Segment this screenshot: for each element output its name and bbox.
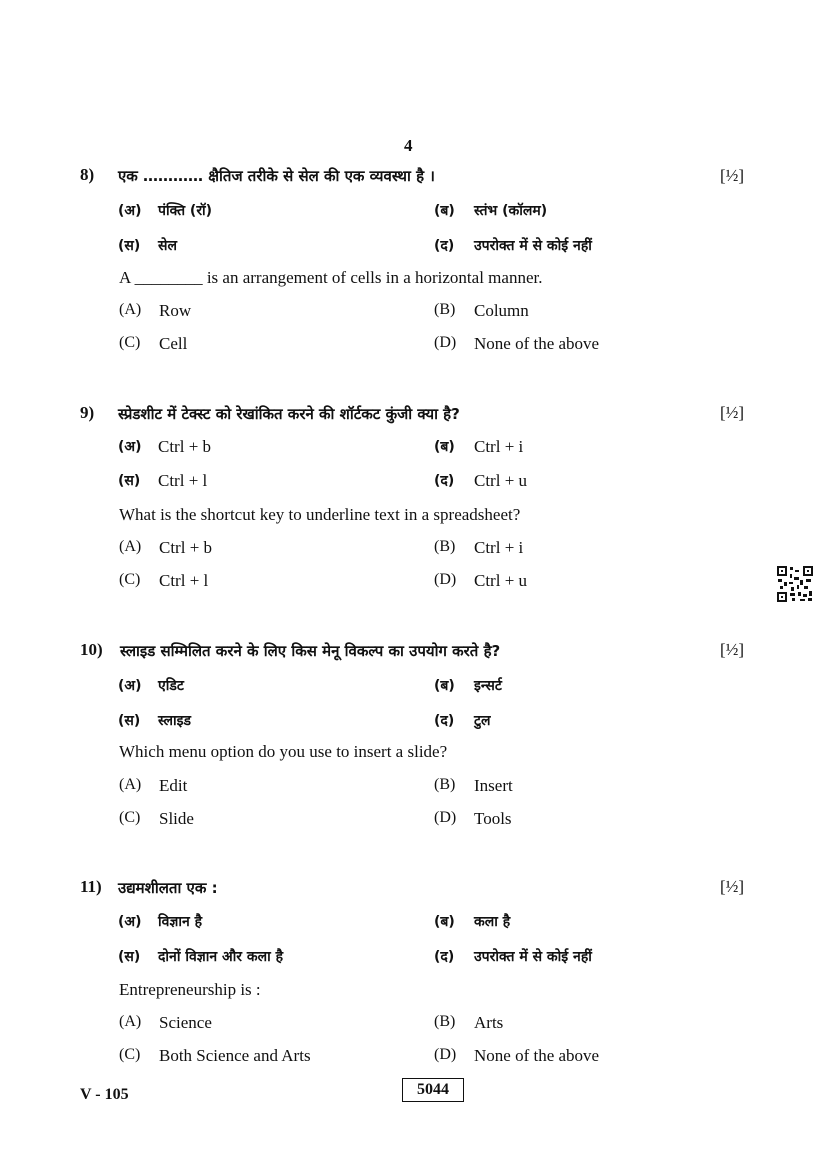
option-english: (B) Insert [434,776,513,795]
question-text-english: A ________ is an arrangement of cells in a horizontal manner. [119,268,543,287]
option-hindi: (अ) Ctrl + b [118,437,212,456]
marks-label: [½] [720,877,745,896]
question-text-english: What is the shortcut key to underline text in a spreadsheet? [119,505,521,524]
paper-code: V - 105 [80,1086,129,1103]
option-hindi: (अ) पंक्ति (रॉ) [118,203,213,219]
option-hindi: (स) स्लाइड [118,713,191,729]
option-english: (B) Arts [434,1013,504,1032]
option-english: (C) Ctrl + l [119,571,209,590]
option-hindi: (द) उपरोक्त में से कोई नहीं [434,238,592,254]
paper-number-box: 5044 [402,1078,464,1102]
option-english: (D) None of the above [434,334,600,353]
question-text-hindi: स्प्रेडशीट में टेक्स्ट को रेखांकित करने की शॉर्टकट कुंजी क्या है? [118,405,460,423]
page-number: 4 [404,136,413,155]
qr-code-icon [776,565,814,603]
question-text-hindi: एक ………… क्षैतिज तरीके से सेल की एक व्यवस्था है । [118,167,435,185]
question-text-hindi: स्लाइड सम्मिलित करने के लिए किस मेनू विकल्प का उपयोग करते है? [120,642,501,660]
option-hindi: (ब) कला है [434,914,511,930]
option-english: (D) Tools [434,809,512,828]
option-english: (B) Ctrl + i [434,538,524,557]
option-hindi: (ब) Ctrl + i [434,437,524,456]
option-hindi: (अ) एडिट [118,678,184,694]
question-number: 11) [80,877,102,896]
option-english: (D) Ctrl + u [434,571,528,590]
question-text-english: Entrepreneurship is : [119,980,261,999]
option-english: (C) Slide [119,809,194,828]
option-english: (A) Science [119,1013,212,1032]
marks-label: [½] [720,640,745,659]
option-english: (C) Both Science and Arts [119,1046,311,1065]
question-text-english: Which menu option do you use to insert a slide? [119,742,448,761]
question-number: 8) [80,165,95,184]
option-hindi: (स) सेल [118,238,177,254]
question-text-hindi: उद्यमशीलता एक : [118,879,218,897]
option-hindi: (ब) स्तंभ (कॉलम) [434,203,548,219]
option-hindi: (स) दोनों विज्ञान और कला है [118,949,284,965]
option-english: (A) Edit [119,776,188,795]
option-hindi: (अ) विज्ञान है [118,914,203,930]
option-english: (C) Cell [119,334,188,353]
option-english: (A) Ctrl + b [119,538,213,557]
option-hindi: (ब) इन्सर्ट [434,678,502,694]
option-english: (B) Column [434,301,529,320]
marks-label: [½] [720,403,745,422]
option-hindi: (द) उपरोक्त में से कोई नहीं [434,949,592,965]
option-english: (A) Row [119,301,192,320]
option-hindi: (द) Ctrl + u [434,471,528,490]
question-number: 10) [80,640,103,659]
option-hindi: (द) टुल [434,713,491,729]
marks-label: [½] [720,166,745,185]
option-english: (D) None of the above [434,1046,600,1065]
question-number: 9) [80,403,95,422]
option-hindi: (स) Ctrl + l [118,471,208,490]
